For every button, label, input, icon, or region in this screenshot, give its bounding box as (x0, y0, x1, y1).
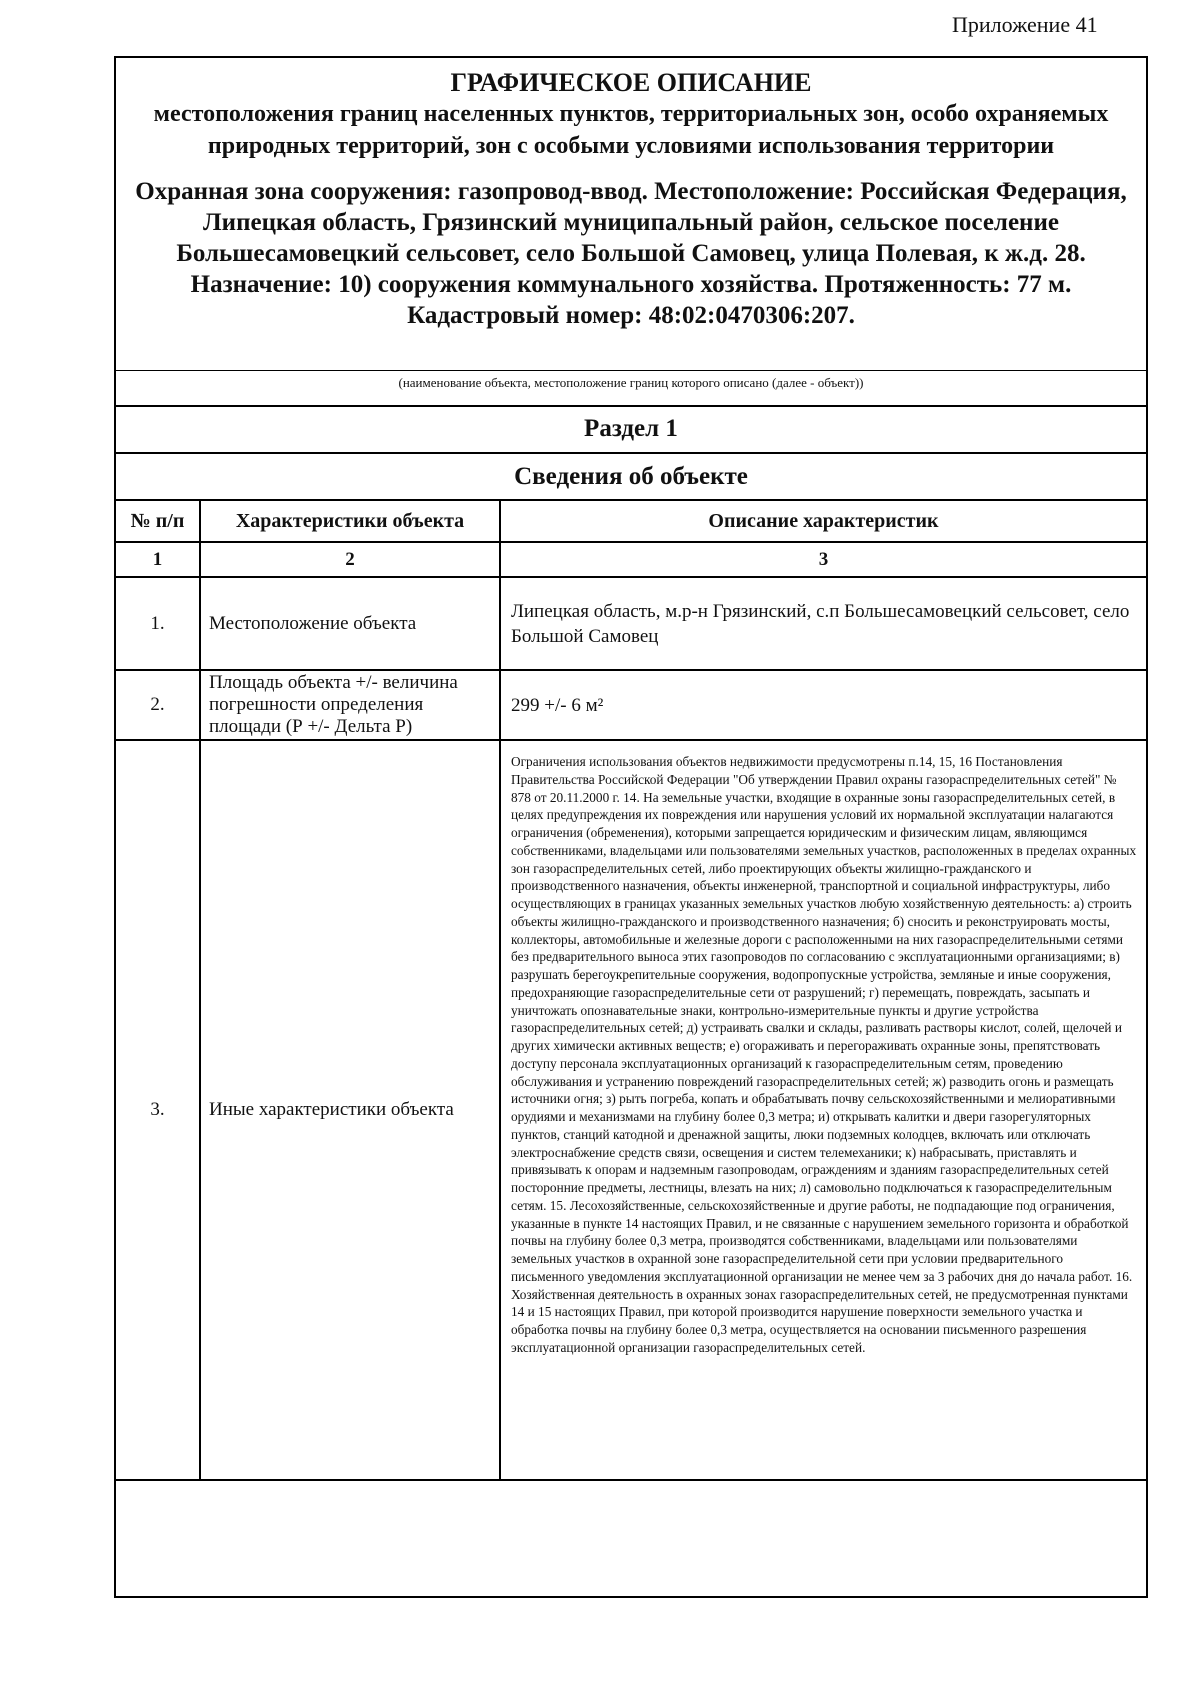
table-index-row (116, 542, 1146, 577)
object-caption: (наименование объекта, местоположение границ которого описано (далее - объект)) (116, 370, 1146, 405)
document-title: ГРАФИЧЕСКОЕ ОПИСАНИЕ (450, 68, 812, 97)
row-number: 3. (116, 740, 200, 1480)
table-row (116, 577, 1146, 670)
section-subtitle: Сведения об объекте (116, 452, 1146, 499)
row-description: 299 +/- 6 м² (500, 670, 1146, 740)
document-frame (114, 56, 1148, 1598)
column-index-1: 1 (116, 542, 200, 577)
table-row (116, 670, 1146, 740)
column-index-2: 2 (200, 542, 500, 577)
column-index-3: 3 (500, 542, 1146, 577)
column-header-characteristic: Характеристики объекта (200, 500, 500, 542)
row-number: 2. (116, 670, 200, 740)
table-row (116, 740, 1146, 1480)
empty-row (116, 1480, 1146, 1604)
document-header (116, 58, 1146, 370)
appendix-label: Приложение 41 (952, 12, 1098, 37)
empty-cell (116, 1480, 1146, 1604)
document-subtitle: местоположения границ населенных пунктов, территориальных зон, особо охраняемых природных территорий, зон с особыми условиями использования территории (153, 101, 1109, 159)
object-name: Охранная зона сооружения: газопровод-ввод. Местоположение: Российская Федерация, Липецкая область, Грязинский муниципальный район, сельское поселение Большесамовецкий сельсовет, село Большой Самовец, улица Полевая, к ж.д. 28. Назначение: 10) сооружения коммунального хозяйства. Протяженность: 77 м. Кадастровый номер: 48:02:0470306:207. (135, 178, 1127, 329)
row-number: 1. (116, 577, 200, 670)
row-description: Ограничения использования объектов недвижимости предусмотрены п.14, 15, 16 Постановления Правительства Российской Федерации "Об утверждении Правил охраны газораспределительных сетей" № 878 от 20.11.2000 г. 14. На земельные участки, входящие в охранные зоны газораспределительных сетей, в целях предупреждения их повреждения или нарушения условий их нормальной эксплуатации налагаются ограничения (обременения), которыми запрещается юридическим и физическим лицам, являющимся собственниками, владельцами или пользователями земельных участков, расположенных в пределах охранных зон газораспределительных сетей, либо проектирующих объекты жилищно-гражданского и производственного назначения, объекты инженерной, транспортной и социальной инфраструктуры, либо осуществляющих в границах указанных земельных участков любую хозяйственную деятельность: а) строить объекты жилищно-гражданского и производственного назначения; б) сносить и реконструировать мосты, коллекторы, автомобильные и железные дороги с расположенными на них газораспределительными сетями без предварительного выноса этих газопроводов по согласованию с эксплуатационными организациями; в) разрушать берегоукрепительные сооружения, водопропускные устройства, земляные и иные сооружения, предохраняющие газораспределительные сети от разрушений; г) перемещать, повреждать, засыпать и уничтожать опознавательные знаки, контрольно-измерительные пункты и другие устройства газораспределительных сетей; д) устраивать свалки и склады, разливать растворы кислот, солей, щелочей и других химически активных веществ; е) огораживать и перегораживать охранные зоны, препятствовать доступу персонала эксплуатационных организаций к газораспределительным сетям, проведению обслуживания и устранению повреждений газораспределительных сетей; ж) разводить огонь и размещать источники огня; з) рыть погреба, копать и обрабатывать почву сельскохозяйственными и мелиоративными орудиями и механизмами на глубину более 0,3 метра; и) открывать калитки и двери газорегуляторных пунктов, станций катодной и дренажной защиты, люки подземных колодцев, включать или отключать электроснабжение средств связи, освещения и систем телемеханики; к) набрасывать, приставлять и привязывать к опорам и надземным газопроводам, ограждениям и зданиям газораспределительных сетей посторонние предметы, лестницы, влезать на них; л) самовольно подключаться к газораспределительным сетям. 15. Лесохозяйственные, сельскохозяйственные и другие работы, не подпадающие под ограничения, указанные в пункте 14 настоящих Правил, и не связанные с нарушением земельного горизонта и обработкой почвы на глубину более 0,3 метра, производятся собственниками, владельцами или пользователями земельных участков в охранной зоне газораспределительной сети при условии предварительного письменного уведомления эксплуатационной организации не менее чем за 3 рабочих дня до начала работ. 16. Хозяйственная деятельность в охранных зонах газораспределительных сетей, не предусмотренная пунктами 14 и 15 настоящих Правил, при которой производится нарушение поверхности земельного участка и обработка почвы на глубину более 0,3 метра, осуществляется на основании письменного разрешения эксплуатационной организации газораспределительных сетей. (500, 740, 1146, 1480)
column-header-number: № п/п (116, 500, 200, 542)
table-header-row (116, 500, 1146, 542)
row-description: Липецкая область, м.р-н Грязинский, с.п Большесамовецкий сельсовет, село Большой Самовец (500, 577, 1146, 670)
row-characteristic: Иные характеристики объекта (200, 740, 500, 1480)
row-characteristic: Местоположение объекта (200, 577, 500, 670)
row-characteristic: Площадь объекта +/- величина погрешности определения площади (Р +/- Дельта Р) (200, 670, 500, 740)
column-header-description: Описание характеристик (500, 500, 1146, 542)
object-info-table (116, 499, 1146, 1604)
section-title: Раздел 1 (116, 405, 1146, 452)
